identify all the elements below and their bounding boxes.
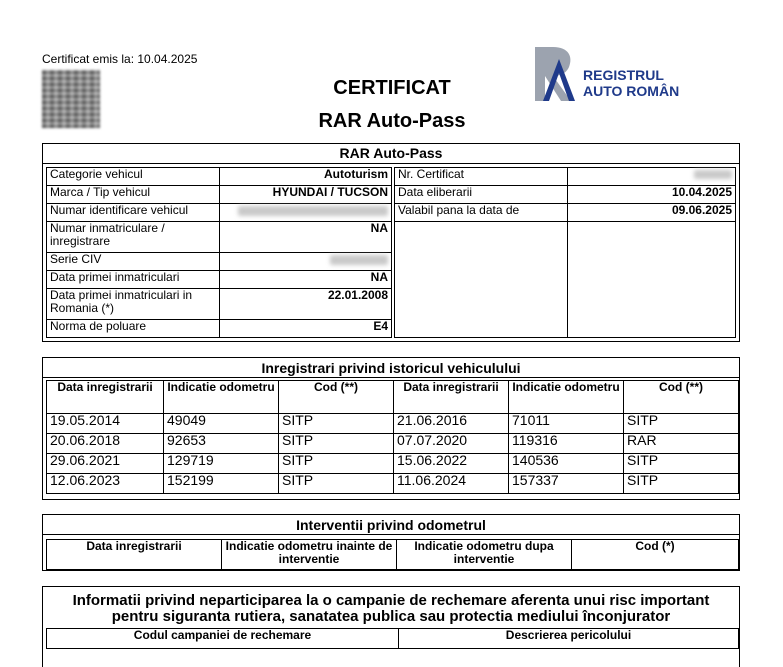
history-cell: 19.05.2014 — [47, 414, 164, 434]
empty-cell — [395, 222, 568, 338]
vehicle-value: Autoturism — [220, 168, 392, 186]
civ-value — [220, 253, 392, 271]
history-cell: 152199 — [164, 474, 279, 494]
vehicle-label: Data primei inmatriculari in Romania (*) — [47, 289, 220, 320]
logo-text-line1: REGISTRUL — [583, 67, 664, 83]
history-header: Indicatie odometru — [164, 381, 279, 414]
history-cell: SITP — [279, 414, 394, 434]
history-cell: 20.06.2018 — [47, 434, 164, 454]
history-header: Data inregistrarii — [47, 381, 164, 414]
rar-logo — [531, 45, 701, 103]
empty-cell — [568, 222, 736, 338]
history-cell: 92653 — [164, 434, 279, 454]
rar-logo-icon — [531, 45, 587, 103]
history-table — [46, 380, 739, 494]
history-cell: RAR — [624, 434, 739, 454]
cert-label: Data eliberarii — [395, 186, 568, 204]
history-cell: SITP — [624, 454, 739, 474]
odometer-header: Data inregistrarii — [47, 540, 222, 570]
history-cell: SITP — [279, 454, 394, 474]
certificate-title: CERTIFICAT — [333, 77, 451, 99]
cert-value: 09.06.2025 — [568, 204, 736, 222]
odometer-header: Indicatie odometru dupa interventie — [397, 540, 572, 570]
history-cell: SITP — [624, 474, 739, 494]
cert-number-value — [568, 168, 736, 186]
vehicle-label: Categorie vehicul — [47, 168, 220, 186]
odometer-section-title: Interventii privind odometrul — [43, 515, 739, 535]
history-cell: 71011 — [509, 414, 624, 434]
vehicle-label: Numar identificare vehicul — [47, 204, 220, 222]
history-header: Data inregistrarii — [394, 381, 509, 414]
vehicle-value: E4 — [220, 320, 392, 338]
odometer-header: Indicatie odometru inainte de interventie — [222, 540, 397, 570]
history-cell: SITP — [279, 474, 394, 494]
vin-value — [220, 204, 392, 222]
vehicle-label: Data primei inmatriculari — [47, 271, 220, 289]
history-header: Cod (**) — [624, 381, 739, 414]
recall-header: Codul campaniei de rechemare — [47, 629, 399, 649]
vehicle-value: HYUNDAI / TUCSON — [220, 186, 392, 204]
vehicle-label: Numar inmatriculare / inregistrare — [47, 222, 220, 253]
issued-date-label: Certificat emis la: 10.04.2025 — [42, 52, 198, 66]
vehicle-label: Serie CIV — [47, 253, 220, 271]
history-cell: 140536 — [509, 454, 624, 474]
history-cell: 11.06.2024 — [394, 474, 509, 494]
history-section-title: Inregistrari privind istoricul vehiculului — [43, 358, 739, 378]
vehicle-table — [46, 167, 392, 338]
history-header: Cod (**) — [279, 381, 394, 414]
vehicle-value: 22.01.2008 — [220, 289, 392, 320]
history-cell: 157337 — [509, 474, 624, 494]
certificate-subtitle: RAR Auto-Pass — [318, 110, 466, 132]
vehicle-value: NA — [220, 271, 392, 289]
history-cell: 15.06.2022 — [394, 454, 509, 474]
recall-section — [42, 586, 740, 667]
vehicle-value: NA — [220, 222, 392, 253]
logo-text-line2: AUTO ROMÂN — [583, 83, 680, 99]
cert-label: Nr. Certificat — [395, 168, 568, 186]
cert-label: Valabil pana la data de — [395, 204, 568, 222]
odometer-header: Cod (*) — [572, 540, 739, 570]
odometer-section — [42, 514, 740, 571]
history-cell: 49049 — [164, 414, 279, 434]
certificate-info-table — [394, 167, 736, 338]
history-header: Indicatie odometru — [509, 381, 624, 414]
recall-section-title: Informatii privind neparticiparea la o campanie de rechemare aferenta unui risc important pentru siguranta rutiera, sanatatea publica sau protectia mediului înconjurator — [72, 592, 710, 625]
history-cell: SITP — [624, 414, 739, 434]
history-cell: 129719 — [164, 454, 279, 474]
vehicle-section — [42, 143, 740, 342]
vehicle-label: Marca / Tip vehicul — [47, 186, 220, 204]
cert-value: 10.04.2025 — [568, 186, 736, 204]
history-cell: 07.07.2020 — [394, 434, 509, 454]
odometer-table — [46, 539, 739, 570]
history-cell: 21.06.2016 — [394, 414, 509, 434]
history-cell: 119316 — [509, 434, 624, 454]
qr-code-image — [42, 70, 100, 128]
history-cell: 29.06.2021 — [47, 454, 164, 474]
history-cell: 12.06.2023 — [47, 474, 164, 494]
history-cell: SITP — [279, 434, 394, 454]
history-section — [42, 357, 740, 500]
vehicle-section-title: RAR Auto-Pass — [43, 144, 739, 164]
recall-header: Descrierea pericolului — [399, 629, 739, 649]
vehicle-label: Norma de poluare — [47, 320, 220, 338]
recall-table — [46, 628, 739, 649]
